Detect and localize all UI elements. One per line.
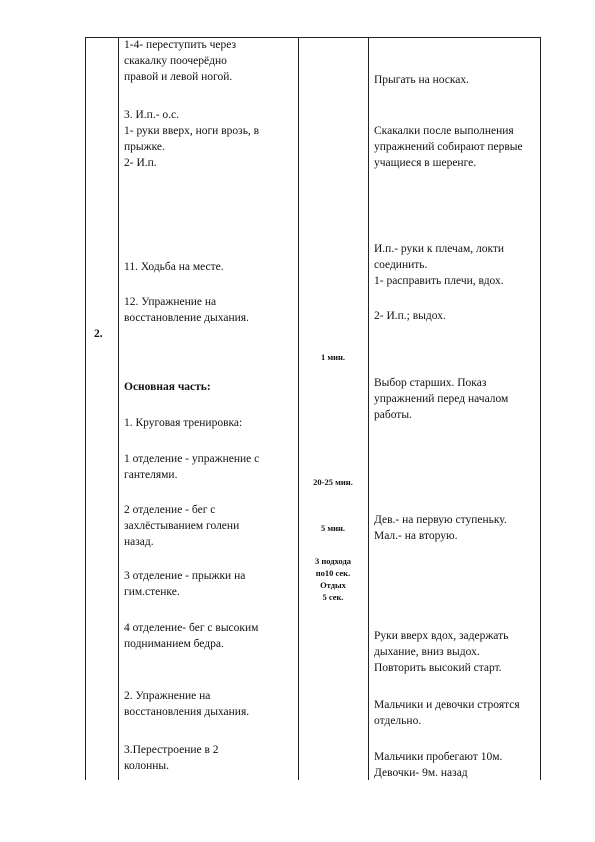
note-line: Девочки- 9м. назад [374, 767, 468, 779]
column-divider-1 [118, 37, 119, 780]
exercise-line: правой и левой ногой. [124, 71, 233, 83]
note-line: упражнений перед началом [374, 393, 509, 405]
note-line: Мальчики пробегают 10м. [374, 751, 503, 763]
exercise-line: восстановления дыхания. [124, 706, 250, 718]
exercise-line: колонны. [124, 760, 170, 772]
dosage-text: 5 мин. [320, 523, 346, 533]
note-line: Прыгать на носках. [374, 74, 470, 86]
row-number: 2. [94, 328, 103, 340]
table-left-border [85, 37, 86, 780]
dosage-text: Отдых [320, 580, 346, 590]
exercise-title: 3. И.п.- о.с. [124, 109, 180, 121]
note-line: учащиеся в шеренге. [374, 157, 477, 169]
station-line: назад. [124, 536, 154, 548]
station-line: захлёстыванием голени [124, 520, 240, 532]
station-line: 4 отделение- бег с высоким [124, 622, 259, 634]
exercise-line: восстановление дыхания. [124, 312, 249, 324]
dosage-text: по10 сек. [315, 568, 351, 578]
dosage-text: 20-25 мин. [313, 477, 353, 487]
note-line: Дев.- на первую ступеньку. [374, 514, 507, 526]
note-line: Выбор старших. Показ [374, 377, 487, 389]
note-line: Скакалки после выполнения [374, 125, 514, 137]
dosage-text: 3 подхода [314, 556, 352, 566]
note-line: Мал.- на вторую. [374, 530, 458, 542]
station-line: 3 отделение - прыжки на [124, 570, 246, 582]
station-line: подниманием бедра. [124, 638, 224, 650]
note-line: Руки вверх вдох, задержать [374, 630, 509, 642]
dosage-text: 5 сек. [322, 592, 344, 602]
station-line: 2 отделение - бег с [124, 504, 216, 516]
dosage-text: 1 мин. [320, 352, 346, 362]
exercise-line: 2- И.п. [124, 157, 157, 169]
table-right-border [540, 37, 541, 780]
note-line: И.п.- руки к плечам, локти [374, 243, 505, 255]
note-line: соединить. [374, 259, 428, 271]
exercise-line: 2. Упражнение на [124, 690, 211, 702]
note-line: Повторить высокий старт. [374, 662, 502, 674]
section-heading: Основная часть: [124, 381, 211, 393]
exercise-line: 1-4- переступить через [124, 39, 237, 51]
note-line: Мальчики и девочки строятся [374, 699, 520, 711]
note-line: 2- И.п.; выдох. [374, 310, 446, 322]
note-line: отдельно. [374, 715, 422, 727]
exercise-line: 1- руки вверх, ноги врозь, в [124, 125, 260, 137]
note-line: 1- расправить плечи, вдох. [374, 275, 504, 287]
note-line: упражнений собирают первые [374, 141, 523, 153]
station-line: гим.стенке. [124, 586, 180, 598]
column-divider-3 [368, 37, 369, 780]
station-line: гантелями. [124, 469, 178, 481]
column-divider-2 [298, 37, 299, 780]
note-line: дыхание, вниз выдох. [374, 646, 480, 658]
exercise-title: 11. Ходьба на месте. [124, 261, 224, 273]
station-line: 1 отделение - упражнение с [124, 453, 260, 465]
exercise-line: прыжке. [124, 141, 165, 153]
exercise-line: скакалку поочерёдно [124, 55, 227, 67]
note-line: работы. [374, 409, 412, 421]
exercise-title: 12. Упражнение на [124, 296, 217, 308]
exercise-title: 1. Круговая тренировка: [124, 417, 243, 429]
exercise-line: 3.Перестроение в 2 [124, 744, 219, 756]
